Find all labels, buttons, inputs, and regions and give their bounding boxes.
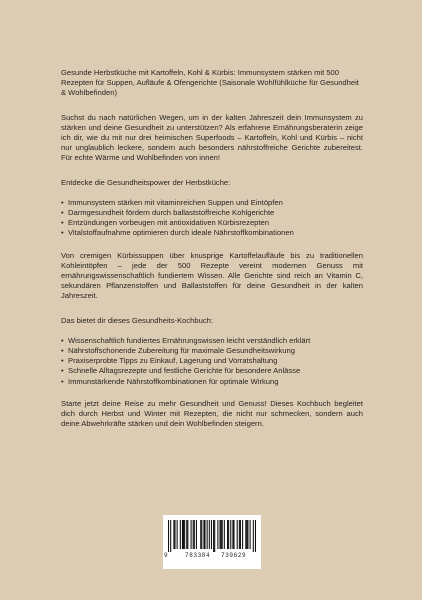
barcode-bar xyxy=(214,520,215,552)
list-item: • Immunstärkende Nährstoffkombinationen für optimale Wirkung xyxy=(61,376,279,386)
section2-list xyxy=(61,336,363,387)
bullet-icon: • xyxy=(61,218,64,228)
list-item: • Darmgesundheit fördern durch ballaststoffreiche Kohlgerichte xyxy=(61,208,275,218)
isbn-barcode xyxy=(163,515,261,569)
list-item: • Schnelle Alltagsrezepte und festliche Gerichte für besondere Anlässe xyxy=(61,366,301,376)
barcode-bar xyxy=(173,520,174,549)
barcode-bar xyxy=(250,520,251,549)
list-item: • Entzündungen vorbeugen mit antioxidativen Kürbisrezepten xyxy=(61,218,269,228)
book-subtitle: Gesunde Herbstküche mit Kartoffeln, Kohl & Kürbis: Immunsystem stärken mit 500 Rezepten für Suppen, Aufläufe & Ofengerichte (Saisonale Wohlfühlküche für Gesundheit & Wohlbefinden) xyxy=(61,68,359,98)
bullet-icon: • xyxy=(61,366,64,376)
barcode-bar xyxy=(220,520,221,549)
intro-paragraph: Suchst du nach natürlichen Wegen, um in der kalten Jahreszeit dein Immunsystem zu stärken und deine Gesundheit zu unterstützen? Als erfahrene Ernährungsberaterin zeige ich dir, wie du mit nur drei heimischen Superfoods – Kartoffeln, Kohl und Kürbis – nicht nur unglaublich leckere, sondern auch besonders nährstoffreiche Gerichte zubereitest. Für echte Wärme und Wohlbefinden von innen! xyxy=(61,112,363,163)
barcode-bar xyxy=(224,520,225,549)
barcode-bar xyxy=(233,520,234,549)
list-item: • Praxiserprobte Tipps zu Einkauf, Lagerung und Vorratshaltung xyxy=(61,356,278,366)
list-item: • Nährstoffschonende Zubereitung für maximale Gesundheitswirkung xyxy=(61,346,295,356)
bullet-icon: • xyxy=(61,346,64,356)
barcode-bar xyxy=(187,520,188,549)
list-item: • Immunsystem stärken mit vitaminreichen Suppen und Eintöpfen xyxy=(61,197,283,207)
barcode-bar xyxy=(177,520,178,549)
barcode-bar xyxy=(213,520,214,552)
barcode-bar xyxy=(194,520,195,549)
bullet-icon: • xyxy=(61,376,64,386)
barcode-bars xyxy=(168,520,256,552)
barcode-bar xyxy=(255,520,256,552)
barcode-bar xyxy=(182,520,183,549)
barcode-bar xyxy=(209,520,210,549)
barcode-digit-first: 9 xyxy=(164,552,168,559)
bullet-icon: • xyxy=(61,228,64,238)
section2-heading: Das bietet dir dieses Gesundheits-Kochbuch: xyxy=(61,315,213,325)
section1-list xyxy=(61,198,363,239)
barcode-bar xyxy=(211,520,212,549)
bullet-icon: • xyxy=(61,197,64,207)
barcode-digits-left: 783384 xyxy=(185,552,211,559)
section1-heading: Entdecke die Gesundheitspower der Herbstküche: xyxy=(61,177,231,187)
barcode-bar xyxy=(200,520,201,549)
barcode-bar xyxy=(191,520,192,549)
barcode-bar xyxy=(222,520,223,549)
barcode-bar xyxy=(203,520,204,549)
barcode-bar xyxy=(253,520,254,552)
blurb xyxy=(61,68,363,429)
barcode-bar xyxy=(242,520,243,549)
barcode-bar xyxy=(246,520,247,549)
barcode-bar xyxy=(232,520,233,549)
barcode-bar xyxy=(180,520,181,549)
closing-paragraph: Starte jetzt deine Reise zu mehr Gesundheit und Genuss! Dieses Kochbuch begleitet dich durch Herbst und Winter mit Rezepten, die nicht nur schmecken, sondern auch deine Abwehrkräfte stärken und dein Wohlbefinden steigern. xyxy=(61,398,363,429)
barcode-bar xyxy=(193,520,194,549)
list-item: • Vitalstoffaufnahme optimieren durch ideale Nährstoffkombinationen xyxy=(61,228,294,238)
barcode-bar xyxy=(240,520,241,549)
barcode-bar xyxy=(186,520,187,549)
barcode-bar xyxy=(207,520,208,549)
barcode-bar xyxy=(184,520,185,549)
barcode-bar xyxy=(174,520,175,549)
barcode-bar xyxy=(230,520,231,549)
barcode-bar xyxy=(168,520,169,552)
barcode-bar xyxy=(196,520,197,549)
barcode-bar xyxy=(227,520,228,549)
barcode-digits-right: 739629 xyxy=(221,552,247,559)
barcode-bar xyxy=(221,520,222,549)
bullet-icon: • xyxy=(61,335,64,345)
barcode-bar xyxy=(237,520,238,549)
barcode-bar xyxy=(204,520,205,549)
barcode-bar xyxy=(201,520,202,549)
middle-paragraph: Von cremigen Kürbissuppen über knusprige Kartoffelaufläufe bis zu traditionellen Kohleintöpfen – jede der 500 Rezepte vereint modernen Genuss mit ernährungswissenschaftlich fundiertem Wissen. Alle Gerichte sind reich an Vitamin C, sekundären Pflanzenstoffen und Ballaststoffen für deine Gesundheit in der kalten Jahreszeit. xyxy=(61,250,363,301)
barcode-bar xyxy=(245,520,246,549)
barcode-bar xyxy=(247,520,248,549)
barcode-bar xyxy=(239,520,240,549)
bullet-icon: • xyxy=(61,356,64,366)
bullet-icon: • xyxy=(61,208,64,218)
list-item: • Wissenschaftlich fundiertes Ernährungswissen leicht verständlich erklärt xyxy=(61,335,311,345)
barcode-bar xyxy=(183,520,184,549)
barcode-bar xyxy=(228,520,229,549)
barcode-bar xyxy=(217,520,218,549)
barcode-bar xyxy=(170,520,171,552)
